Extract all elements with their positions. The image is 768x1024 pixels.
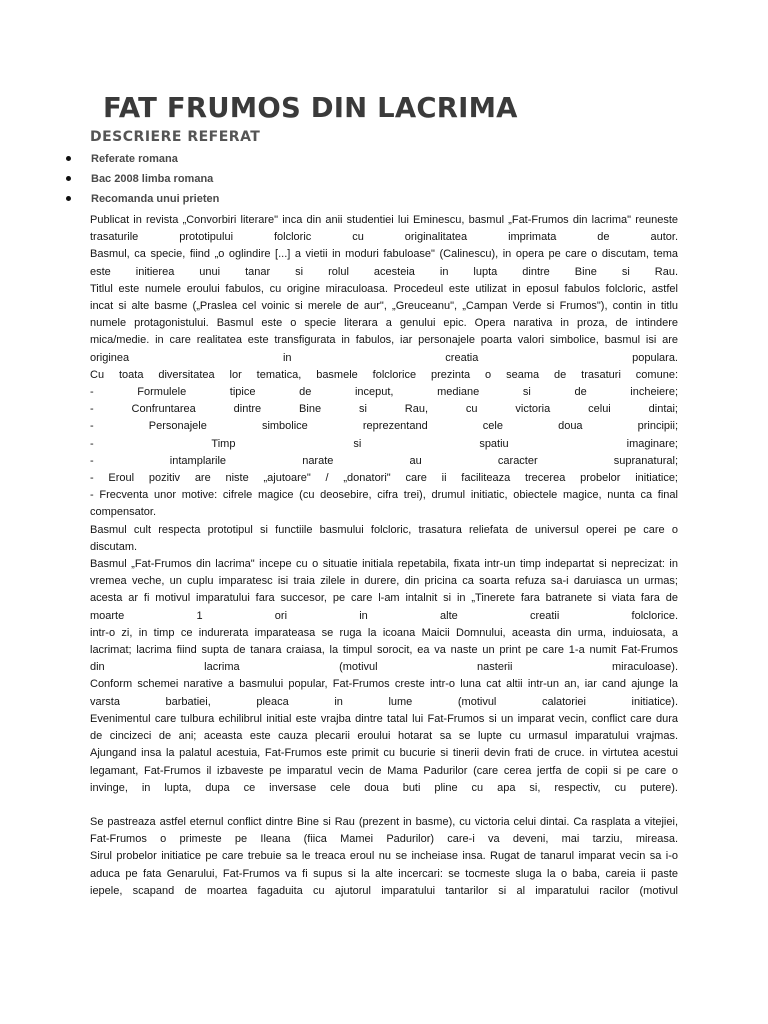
text-line: Fat-Frumos o primeste pe Ileana (fiica Mamei Padurilor) care-i va deveni, mai tarziu, mireasa.: [90, 833, 678, 846]
text-line: Basmul, ca specie, fiind „o oglindire [...] a vietii in moduri fabuloase" (Calinescu), in opera pe care o discutam, tema: [90, 248, 678, 261]
text-line: moarte 1 ori in alte creatii folclorice.: [90, 609, 678, 622]
text-line: este initierea unui tanar si rolul acesteia in lupta dintre Bine si Rau.: [90, 265, 678, 278]
text-line: invinge, in lupta, dupa ce inversase cele doua buti pline cu apa si, respectiv, cu putere).: [90, 781, 678, 794]
text-line: de cincizeci de ani; aceasta este cauza plecarii eroului hotarat sa se lupte cu urmasul imparatului vrajmas.: [90, 730, 678, 743]
list-item[interactable]: Recomanda unui prieten: [64, 192, 219, 212]
text-line: Se pastreaza astfel eternul conflict dintre Bine si Rau (prezent in basme), cu victoria celui dintai. Ca rasplata a vitejiei,: [90, 815, 678, 828]
text-line: Titlul este numele eroului fabulos, cu origine miraculoasa. Procedeul este utilizat in eposul fabulos folcloric, astfel: [90, 282, 678, 295]
page-subtitle: DESCRIERE REFERAT: [90, 129, 261, 145]
text-line: - Timp si spatiu imaginare;: [90, 437, 678, 450]
text-line: Basmul „Fat-Frumos din lacrima" incepe cu o situatie initiala repetabila, fixata intr-un timp indepartat si neprecizat: in: [90, 558, 678, 571]
text-line: intr-o zi, in timp ce indurerata imparateasa se ruga la icoana Maicii Domnului, aceasta din urma, induiosata, a: [90, 626, 678, 639]
list-item[interactable]: Bac 2008 limba romana: [64, 172, 219, 192]
text-line: aduca pe fata Genarului, Fat-Frumos va fi supus si la alte incercari: se tocmeste sluga la o baba, careia ii paste: [90, 867, 678, 880]
text-line: discutam.: [90, 540, 138, 553]
article-body: [90, 212, 678, 900]
text-line: - Confruntarea dintre Bine si Rau, cu victoria celui dintai;: [90, 403, 678, 416]
text-line: trasaturile prototipului folcloric cu originalitatea imprimata de autor.: [90, 231, 678, 244]
list-item[interactable]: Referate romana: [64, 152, 219, 172]
text-line: Basmul cult respecta prototipul si functiile basmului folcloric, trasatura reliefata de universul operei pe care o: [90, 523, 678, 536]
text-line: din lacrima (motivul nasterii miraculoase).: [90, 661, 678, 674]
text-line: Sirul probelor initiatice pe care trebuie sa le treaca eroul nu se incheiase insa. Rugat de tanarul imparat vecin sa i-o: [90, 850, 678, 863]
paragraph-gap: [90, 797, 678, 814]
text-line: originea in creatia populara.: [90, 351, 678, 364]
text-line: - Personajele simbolice reprezentand cele doua principii;: [90, 420, 678, 433]
page-title: FAT FRUMOS DIN LACRIMA: [103, 92, 518, 124]
text-line: - Eroul pozitiv are niste „ajutoare" / „donatori" care ii faciliteaza trecerea probelor initiatice;: [90, 472, 678, 485]
text-line: Cu toata diversitatea lor tematica, basmele folclorice prezinta o seama de trasaturi comune:: [90, 368, 678, 381]
text-line: numele protagonistului. Basmul este o specie literara a genului epic. Opera narativa in proza, de intindere: [90, 317, 678, 330]
text-line: acesta ar fi motivul imparatului fara succesor, pe care l-am intalnit si in „Tinerete fara batranete si viata fara de: [90, 592, 678, 605]
text-line: - intamplarile narate au caracter supranatural;: [90, 454, 678, 467]
text-line: mica/medie. in care realitatea este transfigurata in fabulos, iar personajele poarta valori simbolice, basmul isi are: [90, 334, 678, 347]
text-line: lacrimat; lacrima fiind supta de tanara craiasa, la timpul sorocit, ea va naste un print pe care 1-a numit Fat-Frumos: [90, 644, 678, 657]
text-line: compensator.: [90, 506, 157, 519]
text-line: Publicat in revista „Convorbiri literare" inca din anii studentiei lui Eminescu, basmul „Fat-Frumos din lacrima" reuneste: [90, 214, 678, 226]
text-line: legamant, Fat-Frumos il izbaveste pe imparatul vecin de Mama Padurilor (care cerea jertfa de copii si pe care o: [90, 764, 678, 777]
text-line: Ajungand insa la palatul acestuia, Fat-Frumos este primit cu bucurie si tinerii devin frati de cruce. in virtutea acestui: [90, 747, 678, 760]
text-line: - Formulele tipice de inceput, mediane si de incheiere;: [90, 386, 678, 399]
text-line: - Frecventa unor motive: cifrele magice (cu deosebire, cifra trei), drumul initiatic, obiectele magice, nunta ca final: [90, 489, 678, 502]
text-line: vremea veche, un cuplu imparatesc isi traia zilele in durere, din pricina ca soarta refuza sa-i daruiasca un urmas;: [90, 575, 678, 588]
text-line: Evenimentul care tulbura echilibrul initial este vrajba dintre tatal lui Fat-Frumos si un imparat vecin, conflict care dura: [90, 712, 678, 725]
bullet-list: [64, 152, 219, 212]
text-line: incat si alte basme („Praslea cel voinic si merele de aur", „Greuceanu", „Campan Verde si Frumos"), contin in titlu: [90, 300, 678, 313]
text-line: iepele, scapand de moartea fagaduita cu ajutorul imparatului tantarilor si al imparatului racilor (motivul: [90, 884, 678, 897]
text-line: varsta barbatiei, pleaca in lume (motivul calatoriei initiatice).: [90, 695, 678, 708]
text-line: Conform schemei narative a basmului popular, Fat-Frumos creste intr-o luna cat altii intr-un an, iar cand ajunge la: [90, 678, 678, 691]
